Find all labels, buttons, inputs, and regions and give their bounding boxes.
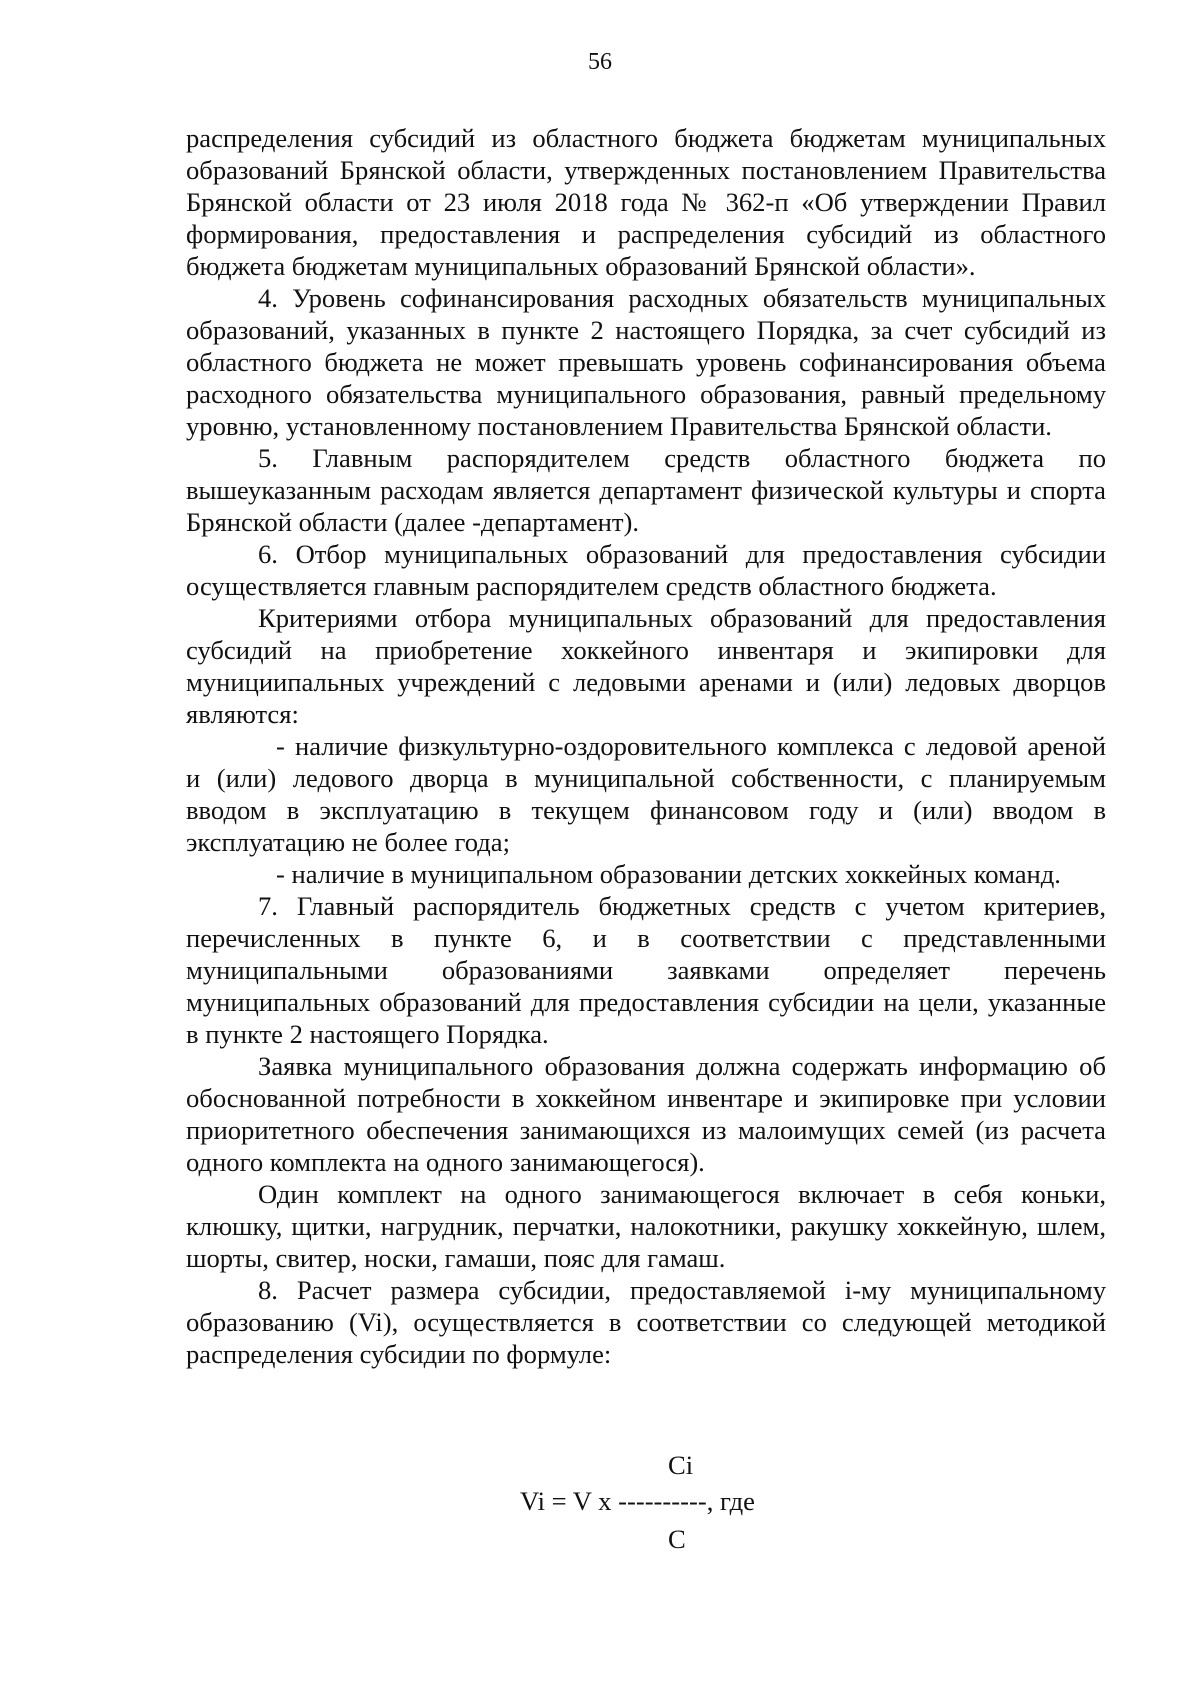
paragraph-item-8: 8. Расчет размера субсидии, предоставляемой i-му муниципальному образованию (Vi), осуществляется в соответствии со следующей методикой распределения субсидии по формуле: [186,1275,1106,1369]
formula-denominator: C [668,1524,686,1554]
subsidy-formula [520,1450,820,1560]
paragraph-item-6: 6. Отбор муниципальных образований для предоставления субсидии осуществляется главным распорядителем средств областного бюджета. [186,539,1106,601]
paragraph-criterion-1: - наличие физкультурно-оздоровительного комплекса с ледовой ареной и (или) ледового дворца в муниципальной собственности, с планируемым вводом в эксплуатацию в текущем финансовом году и (или) вводом в эксплуатацию не более года; [186,731,1106,857]
page-number: 56 [588,49,612,75]
document-body [186,122,1106,1370]
paragraph-item-7: 7. Главный распорядитель бюджетных средств с учетом критериев, перечисленных в пункте 6, и в соответствии с представленными муниципальными образованиями заявками определяет перечень муниципальных образований для предоставления субсидии на цели, указанные в пункте 2 настоящего Порядка. [186,891,1106,1049]
paragraph-continuation: распределения субсидий из областного бюджета бюджетам муниципальных образований Брянской области, утвержденных постановлением Правительства Брянской области от 23 июля 2018 года № 362-п «Об утверждении Правил формирования, предоставления и распределения субсидий из областного бюджета бюджетам муниципальных образований Брянской области». [186,123,1106,281]
paragraph-item-5: 5. Главным распорядителем средств областного бюджета по вышеуказанным расходам является департамент физической культуры и спорта Брянской области (далее -департамент). [186,443,1106,537]
formula-main-line: Vi = V x ----------, где [520,1486,755,1516]
paragraph-application: Заявка муниципального образования должна содержать информацию об обоснованной потребности в хоккейном инвентаре и экипировке при условии приоритетного обеспечения занимающихся из малоимущих семей (из расчета одного комплекта на одного занимающегося). [186,1051,1106,1177]
paragraph-criteria: Критериями отбора муниципальных образований для предоставления субсидий на приобретение хоккейного инвентаря и экипировки для мунициипальных учреждений с ледовыми аренами и (или) ледовых дворцов являются: [186,603,1106,729]
formula-numerator: Ci [668,1450,694,1480]
paragraph-item-4: 4. Уровень софинансирования расходных обязательств муниципальных образований, указанных в пункте 2 настоящего Порядка, за счет субсидий из областного бюджета не может превышать уровень софинансирования объема расходного обязательства муниципального образования, равный предельному уровню, установленному постановлением Правительства Брянской области. [186,283,1106,441]
paragraph-criterion-2: - наличие в муниципальном образовании детских хоккейных команд. [276,859,1061,889]
paragraph-kit: Один комплект на одного занимающегося включает в себя коньки, клюшку, щитки, нагрудник, перчатки, налокотники, ракушку хоккейную, шлем, шорты, свитер, носки, гамаши, пояс для гамаш. [186,1179,1106,1273]
